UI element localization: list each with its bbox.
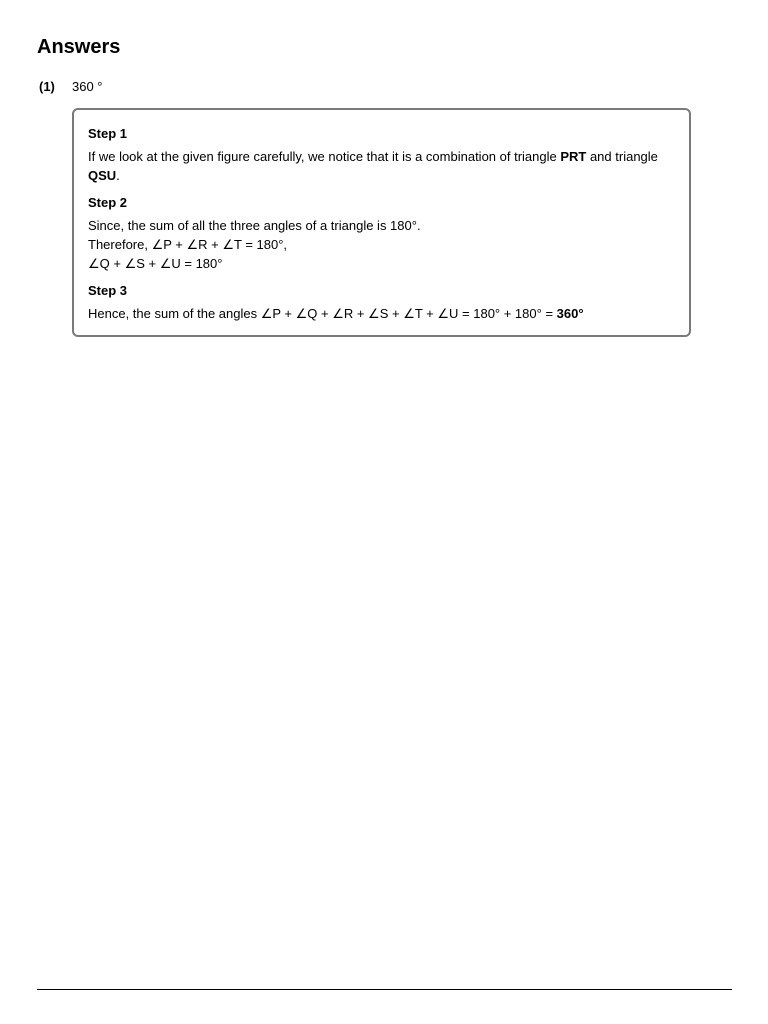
step-body (88, 216, 675, 273)
triangle-name-prt: PRT (560, 149, 587, 164)
page-title: Answers (37, 36, 121, 58)
step-body (88, 304, 675, 323)
solution-box (72, 108, 691, 337)
step-text (88, 304, 675, 323)
step-text-segment: . (116, 168, 120, 183)
step-text-segment: Hence, the sum of the angles ∠P + ∠Q + ∠R + ∠S + ∠T + ∠U = 180° + 180° = (88, 306, 557, 321)
step-line: Therefore, ∠P + ∠R + ∠T = 180°, (88, 237, 288, 252)
step-3 (88, 282, 675, 323)
step-line: ∠Q + ∠S + ∠U = 180° (88, 256, 223, 271)
triangle-name-qsu: QSU (88, 168, 117, 183)
step-line: Since, the sum of all the three angles of a triangle is 180°. (88, 218, 421, 233)
step-body (88, 147, 675, 185)
final-result: 360° (556, 306, 584, 321)
footer-divider (37, 989, 732, 990)
step-text-segment: and triangle (586, 149, 658, 164)
step-heading: Step 1 (88, 126, 128, 141)
question-number: (1) (39, 79, 55, 94)
step-heading: Step 2 (88, 195, 128, 210)
step-text-segment: If we look at the given figure carefully, we notice that it is a combination of triangle (88, 149, 561, 164)
step-text (88, 147, 675, 185)
question-answer: 360 ° (72, 79, 103, 94)
question-row (39, 78, 103, 96)
step-2 (88, 194, 675, 273)
step-heading: Step 3 (88, 283, 128, 298)
step-1 (88, 125, 675, 185)
